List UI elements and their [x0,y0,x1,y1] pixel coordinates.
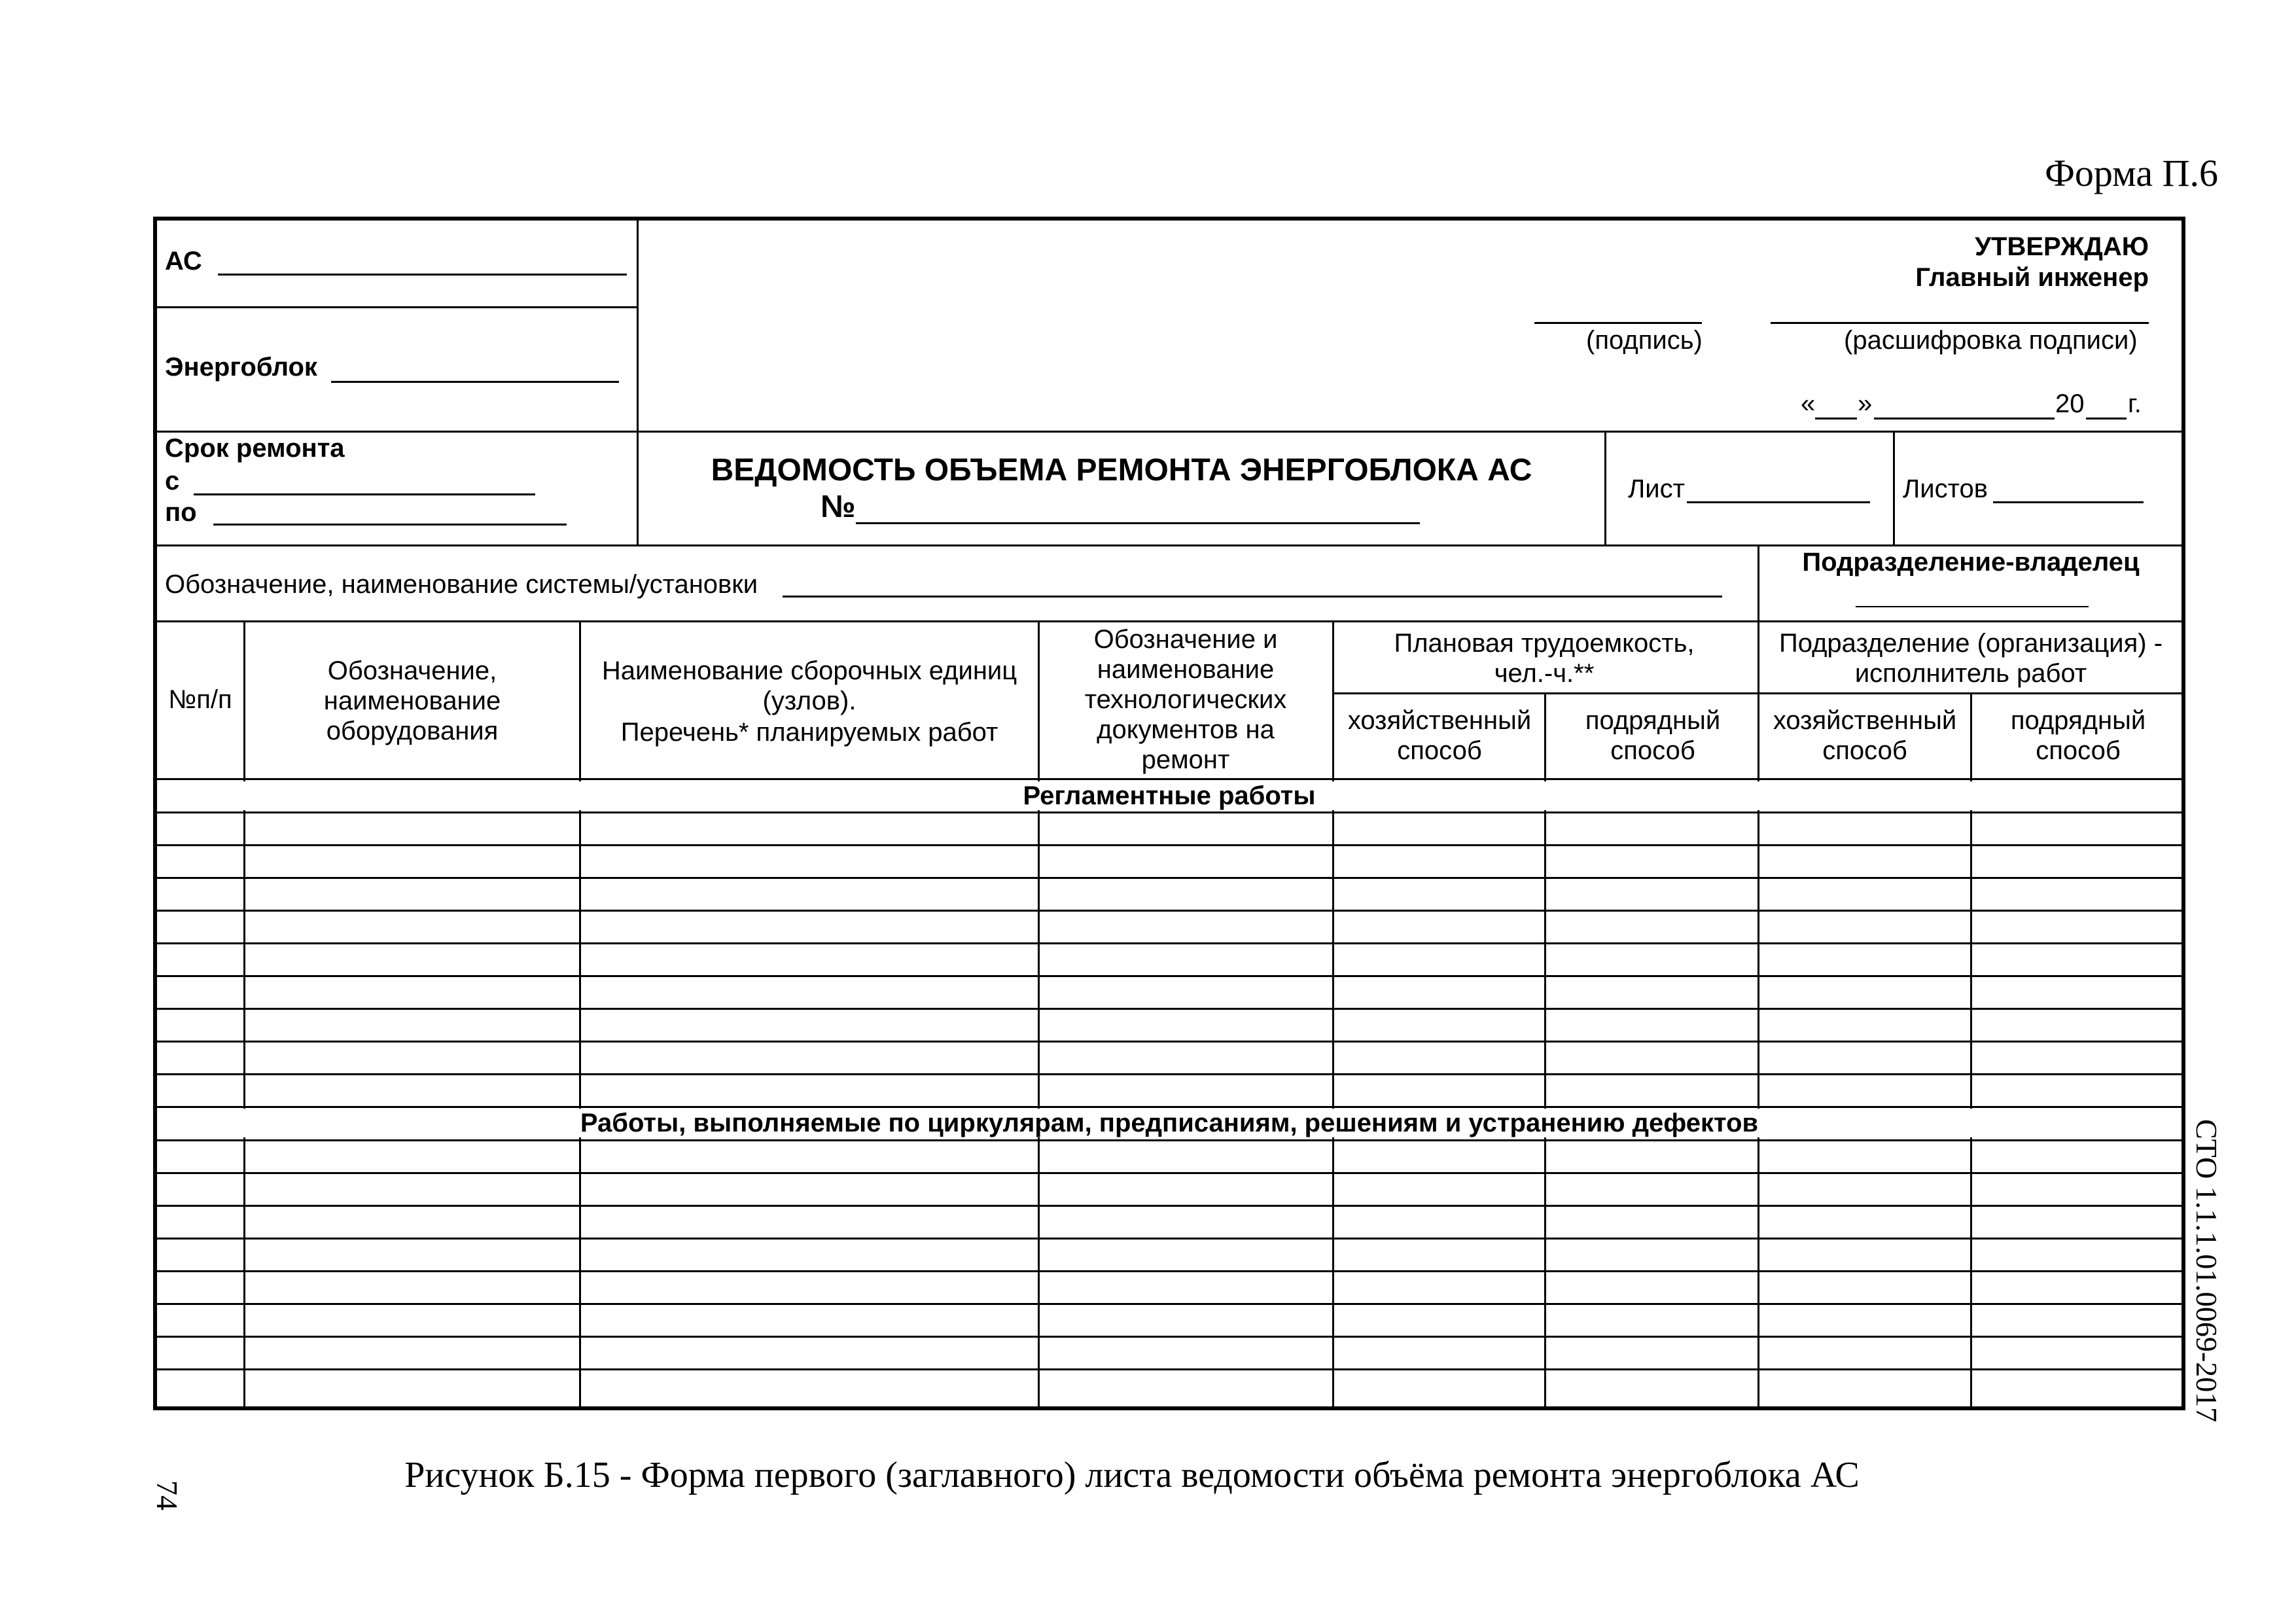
date-year-line[interactable] [2086,418,2127,419]
header-equipment: Обозначение, наименование оборудования [323,656,501,745]
row-line [155,877,2183,879]
system-input-line[interactable] [783,596,1722,597]
row-line [155,1041,2183,1043]
period-label: Срок ремонта [165,434,345,463]
from-input-line[interactable] [194,493,535,495]
as-input-line[interactable] [218,274,627,276]
figure-caption: Рисунок Б.15 - Форма первого (заглавного) листа ведомости объёма ремонта энергоблока АС [404,1455,1860,1495]
divider [155,306,637,308]
date-close-quote: » [1858,389,1873,418]
divider [155,544,2183,546]
col-divider [579,620,581,1408]
decode-line[interactable] [1771,322,2149,324]
decode-caption: (расшифровка подписи) [1844,326,2138,355]
unit-input-line[interactable] [331,381,619,383]
divider [1893,431,1895,546]
col-divider [243,620,245,1408]
sheet-input-line[interactable] [1687,501,1870,503]
row-line [155,1073,2183,1075]
divider [155,812,2183,813]
divider [155,620,2183,622]
col-divider [1332,620,1334,1408]
owner-input-line[interactable] [1856,606,2089,607]
col-divider [1757,620,1759,1408]
as-label: АС [165,247,202,276]
from-label: с [165,467,180,495]
row-line [155,1336,2183,1338]
header-labor: Плановая трудоемкость, чел.-ч.** [1394,629,1695,688]
header-own-1: хозяйственный способ [1347,706,1532,765]
header-num: №п/п [168,685,232,714]
divider [155,431,2183,433]
header-contract-1: подрядный способ [1585,706,1721,765]
standard-code: СТО 1.1.1.01.0069-2017 [2190,1119,2223,1423]
system-label: Обозначение, наименование системы/установки [165,570,758,599]
divider [637,219,639,546]
number-label: № [821,490,856,524]
row-line [155,1238,2183,1240]
divider [155,778,2183,780]
row-line [155,1270,2183,1272]
date-suffix: г. [2128,389,2142,418]
row-line [155,1008,2183,1010]
to-label: по [165,498,197,527]
unit-label: Энергоблок [165,353,317,382]
row-line [155,910,2183,912]
col-divider [1038,620,1040,1408]
sheet-label: Лист [1628,474,1685,503]
header-executor: Подразделение (организация) - исполнитель работ [1778,629,2163,688]
row-line [155,975,2183,977]
signature-caption: (подпись) [1586,326,1703,355]
header-units-line1: Наименование сборочных единиц (узлов). [601,656,1017,715]
approve-label: УТВЕРЖДАЮ [1975,232,2149,261]
divider [1604,431,1606,546]
date-year-prefix: 20 [2055,389,2085,418]
section-defect-works: Работы, выполняемые по циркулярам, предписаниям, решениям и устранению дефектов [157,1109,2181,1137]
divider [1332,692,2183,694]
signature-line[interactable] [1534,322,1702,324]
chief-engineer-label: Главный инженер [1915,263,2149,292]
header-contract-2: подрядный способ [2010,706,2146,765]
sheets-label: Листов [1903,474,1988,503]
section-regular-works: Регламентные работы [157,781,2181,810]
page-number: 74 [150,1480,184,1510]
row-line [155,942,2183,944]
row-line [155,1172,2183,1174]
sheets-input-line[interactable] [1993,501,2144,503]
number-input-line[interactable] [856,522,1420,524]
date-day-line[interactable] [1815,418,1857,419]
date-open-quote: « [1801,389,1816,418]
divider [155,1139,2183,1141]
row-line [155,1368,2183,1370]
row-line [155,1106,2183,1108]
form-frame [153,217,2185,1410]
row-line [155,844,2183,846]
row-line [155,1303,2183,1305]
header-own-2: хозяйственный способ [1773,706,1957,765]
to-input-line[interactable] [213,524,567,526]
form-label: Форма П.6 [2045,152,2218,194]
date-month-line[interactable] [1874,418,2055,419]
owner-label: Подразделение-владелец [1802,548,2140,577]
divider [1757,544,1759,622]
header-units-line2: Перечень* планируемых работ [620,718,998,747]
document-title: ВЕДОМОСТЬ ОБЪЕМА РЕМОНТА ЭНЕРГОБЛОКА АС [711,453,1532,488]
row-line [155,1205,2183,1207]
header-docs: Обозначение и наименование технологических документов на ремонт [1084,625,1287,774]
